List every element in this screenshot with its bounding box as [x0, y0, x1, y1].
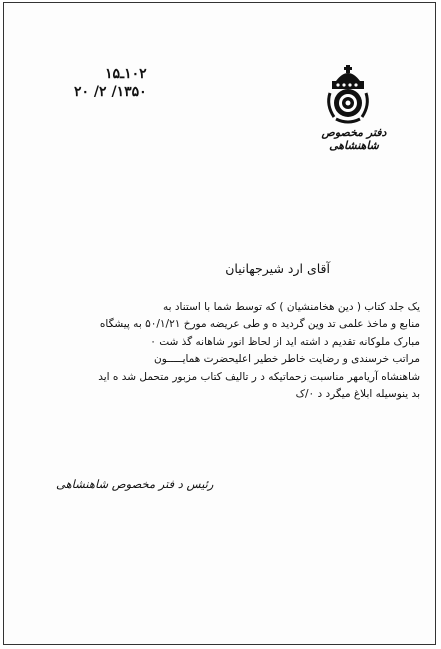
signature-title: رئیس د فتر مخصوص شاهنشاهی — [56, 477, 214, 491]
body-line: مراتب خرسندی و رضایت خاطر خطیر اعلیحضرت همایـــــون — [154, 353, 420, 366]
reference-number: ۱۰۲ـ۱۵ — [104, 66, 147, 82]
letter-page — [3, 2, 436, 645]
body-line: مبارک ملوکانه تقدیم د اشته اید از لحاظ انور شاهانه گذ شت ٠ — [150, 335, 420, 348]
body-line: بد ینوسیله ابلاغ میگرد د ٠/ک — [295, 388, 420, 401]
letter-date: ۱۳۵۰/ ۲/ ۲۰ — [74, 84, 147, 100]
body-line: یک جلد کتاب ( دین هخامنشیان ) که توسط شما با استناد به — [162, 301, 420, 313]
office-name: دفتر مخصوص شاهنشاهی — [321, 126, 387, 152]
body-line: شاهنشاه آریامهر مناسبت زحماتیکه د ر تالیف کتاب مزبور متحمل شد ه اید — [98, 370, 420, 383]
addressee: آقای ارد شیرجهانیان — [225, 261, 330, 276]
letter-body — [28, 299, 420, 403]
body-line: منابع و ماخذ علمی تد وین گردید ه و طی عریضه مورخ ۵۰/۱/۲۱ به پیشگاه — [99, 318, 420, 331]
pahlavi-crown-emblem-icon — [322, 63, 374, 125]
reference-block — [74, 65, 147, 101]
